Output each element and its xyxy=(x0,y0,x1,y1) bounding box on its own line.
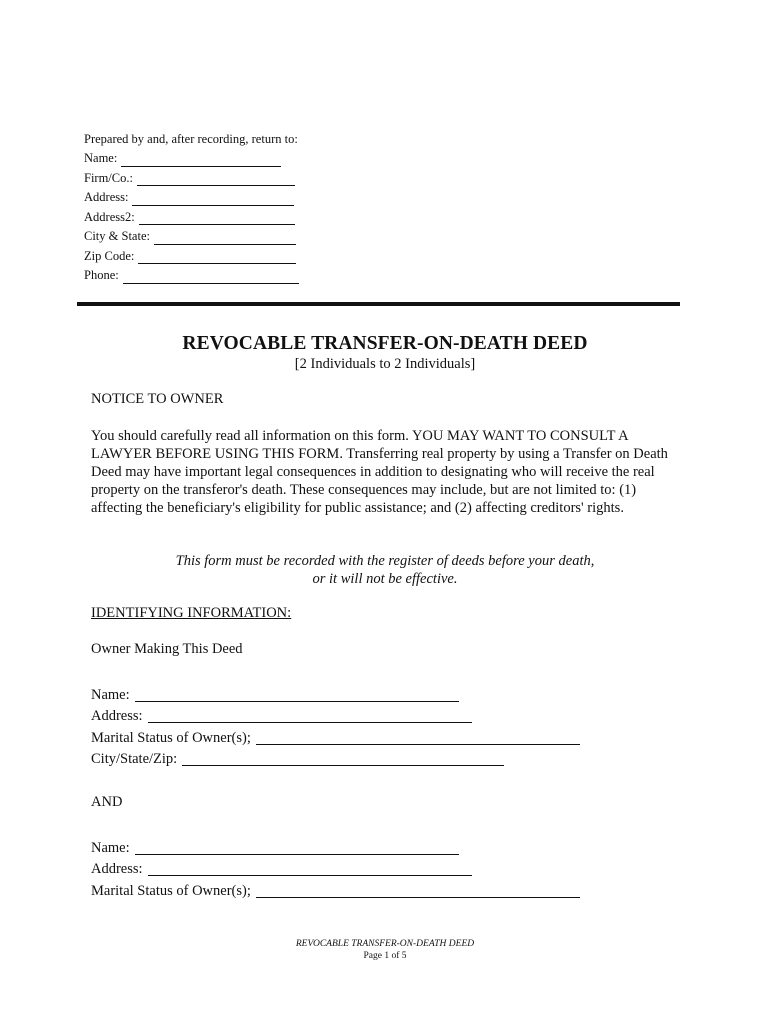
owner2-fields xyxy=(91,835,580,900)
owner2-address-row xyxy=(91,857,580,879)
owner2-address-blank[interactable] xyxy=(148,861,472,876)
notice-heading: NOTICE TO OWNER xyxy=(91,391,224,407)
owner1-city-label: City/State/Zip: xyxy=(91,751,178,767)
owner2-marital-label: Marital Status of Owner(s); xyxy=(91,882,251,899)
notice-paragraph: You should carefully read all information on this form. YOU MAY WANT TO CONSULT A LAWYER BEFORE USING THIS FORM. Transferring real property by using a Transfer on Death Deed may have important legal consequences in addition to designating who will receive the real property on the transferor's death. These consequences may include, but are not limited to: (1) affecting the beneficiary's eligibility for public assistance; and (2) affecting creditors' rights. xyxy=(91,428,668,516)
return-block-intro: Prepared by and, after recording, return to: xyxy=(84,132,298,146)
owner2-marital-row xyxy=(91,878,580,900)
return-zip-label: Zip Code: xyxy=(84,248,135,263)
return-name-blank[interactable] xyxy=(121,153,281,167)
return-city-state-label: City & State: xyxy=(84,229,150,243)
return-address-block xyxy=(84,131,304,286)
return-firm-blank[interactable] xyxy=(137,172,295,186)
owner-heading: Owner Making This Deed xyxy=(91,641,243,657)
footer-page-number: Page 1 of 5 xyxy=(363,951,407,961)
owner1-marital-label: Marital Status of Owner(s); xyxy=(91,729,251,746)
owner1-address-label: Address: xyxy=(91,708,143,724)
owner1-marital-blank[interactable] xyxy=(256,730,580,745)
owner1-city-row xyxy=(91,747,580,769)
and-separator: AND xyxy=(91,794,123,810)
owner2-name-row xyxy=(91,835,580,857)
owner1-address-row xyxy=(91,704,580,726)
return-name-label: Name: xyxy=(84,151,118,165)
return-address2-label: Address2: xyxy=(84,209,135,224)
owner2-name-label: Name: xyxy=(91,839,130,856)
return-firm-label: Firm/Co.: xyxy=(84,170,133,185)
page-footer xyxy=(0,938,770,962)
return-phone-row xyxy=(84,266,304,286)
owner1-fields xyxy=(91,682,580,768)
return-phone-label: Phone: xyxy=(84,268,119,282)
return-zip-blank[interactable] xyxy=(138,250,296,264)
document-subtitle: [2 Individuals to 2 Individuals] xyxy=(294,356,476,372)
owner1-name-blank[interactable] xyxy=(135,687,459,702)
return-zip-row xyxy=(84,247,304,267)
owner1-name-label: Name: xyxy=(91,686,130,703)
warning-line-2: or it will not be effective. xyxy=(312,571,458,587)
document-title: REVOCABLE TRANSFER-ON-DEATH DEED xyxy=(182,333,588,354)
owner2-marital-blank[interactable] xyxy=(256,883,580,898)
owner1-address-blank[interactable] xyxy=(148,708,472,723)
recording-warning xyxy=(0,552,770,588)
return-name-row xyxy=(84,149,304,169)
warning-line-1: This form must be recorded with the register of deeds before your death, xyxy=(175,553,595,569)
header-divider xyxy=(77,302,680,306)
return-city-state-blank[interactable] xyxy=(154,231,296,245)
owner1-marital-row xyxy=(91,725,580,747)
footer-title: REVOCABLE TRANSFER-ON-DEATH DEED xyxy=(295,939,475,949)
return-address-label: Address: xyxy=(84,190,129,204)
identifying-information-heading: IDENTIFYING INFORMATION: xyxy=(91,605,292,621)
owner1-city-blank[interactable] xyxy=(182,751,504,766)
owner2-address-label: Address: xyxy=(91,861,143,877)
return-city-state-row xyxy=(84,227,304,247)
return-address-row xyxy=(84,188,304,208)
return-address-blank[interactable] xyxy=(132,192,294,206)
owner2-name-blank[interactable] xyxy=(135,840,459,855)
owner1-name-row xyxy=(91,682,580,704)
return-address2-blank[interactable] xyxy=(139,211,295,225)
return-firm-row xyxy=(84,169,304,189)
return-address2-row xyxy=(84,208,304,228)
return-phone-blank[interactable] xyxy=(123,270,299,284)
